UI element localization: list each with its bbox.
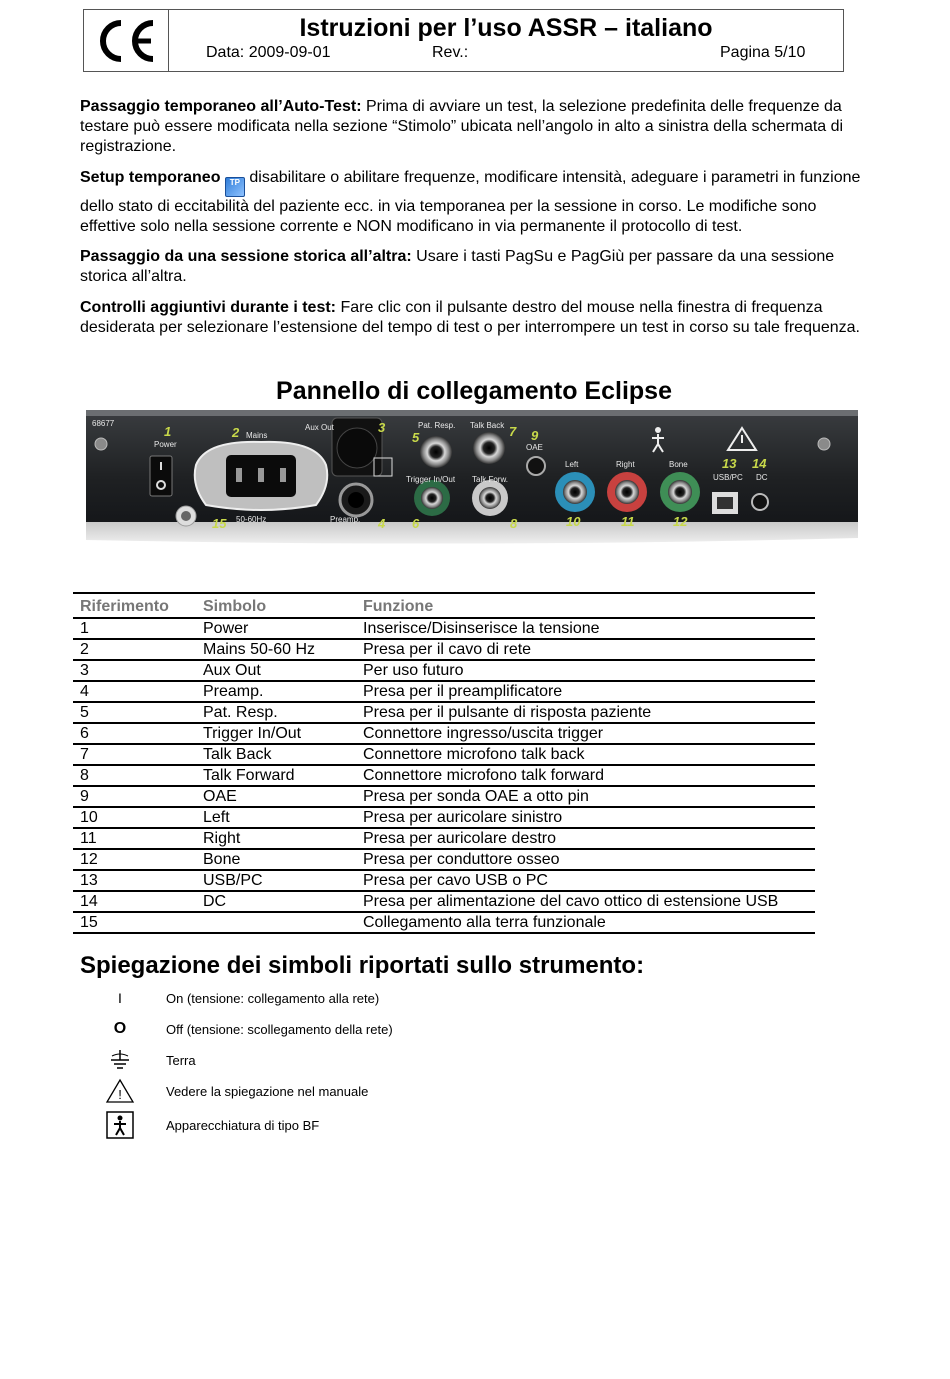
cell-symbol: Power xyxy=(196,618,356,639)
warning-triangle-icon xyxy=(100,1076,140,1106)
cell-symbol: OAE xyxy=(196,786,356,807)
cell-function: Presa per alimentazione del cavo ottico di estensione USB xyxy=(356,891,815,912)
table-row xyxy=(73,828,815,849)
cell-symbol: Preamp. xyxy=(196,681,356,702)
bf-type-icon xyxy=(100,1110,140,1140)
cell-function: Presa per il cavo di rete xyxy=(356,639,815,660)
cell-reference: 4 xyxy=(73,681,196,702)
table-row xyxy=(73,807,815,828)
ce-mark-box xyxy=(84,10,169,71)
cell-reference: 9 xyxy=(73,786,196,807)
cell-function: Presa per auricolare sinistro xyxy=(356,807,815,828)
paragraph-history xyxy=(80,247,870,287)
symbol-row-off xyxy=(100,1014,600,1044)
svg-text:!: ! xyxy=(118,1087,122,1102)
paragraph-text: disabilitare o abilitare frequenze, modificare intensità, adeguare i parametri in funzione dello stato di eccitabilità del paziente ecc. in via temporanea per la sessione in corso. Le modifiche sono effettive solo nella sessione corrente e NON modificano in via permanente il protocollo di test. xyxy=(80,169,861,235)
paragraph-text: Fare clic con il pulsante destro del mouse nella finestra di frequenza desiderata per selezionare l’estensione del tempo di test o per interrompere un test in corso su tale frequenza. xyxy=(80,299,860,336)
panel-number-12: 12 xyxy=(673,514,688,529)
symbol-description: Terra xyxy=(166,1053,196,1068)
symbol-row-on xyxy=(100,983,600,1013)
cell-symbol: Talk Back xyxy=(196,744,356,765)
panel-number-10: 10 xyxy=(566,514,581,529)
panel-number-4: 4 xyxy=(378,516,386,531)
table-row xyxy=(73,639,815,660)
cell-function: Inserisce/Disinserisce la tensione xyxy=(356,618,815,639)
cell-function: Presa per il pulsante di risposta paziente xyxy=(356,702,815,723)
cell-function: Presa per conduttore osseo xyxy=(356,849,815,870)
document-date: Data: 2009-09-01 xyxy=(206,44,331,61)
cell-symbol: Bone xyxy=(196,849,356,870)
on-symbol-icon: I xyxy=(118,990,122,1006)
panel-label-usb: USB/PC xyxy=(713,473,743,482)
panel-label-pat-resp: Pat. Resp. xyxy=(418,421,456,430)
panel-serial-label: 68677 xyxy=(92,419,115,428)
symbol-description: Off (tensione: scollegamento della rete) xyxy=(166,1022,393,1037)
cell-reference: 13 xyxy=(73,870,196,891)
cell-function: Presa per auricolare destro xyxy=(356,828,815,849)
panel-label-hz: 50-60Hz xyxy=(236,515,267,524)
cell-reference: 1 xyxy=(73,618,196,639)
table-row xyxy=(73,849,815,870)
panel-label-oae: OAE xyxy=(526,443,543,452)
table-row xyxy=(73,912,815,933)
table-row xyxy=(73,702,815,723)
symbol-description: Apparecchiatura di tipo BF xyxy=(166,1118,320,1133)
panel-label-power: Power xyxy=(154,440,177,449)
panel-label-preamp: Preamp. xyxy=(330,515,361,524)
cell-reference: 5 xyxy=(73,702,196,723)
cell-symbol: Right xyxy=(196,828,356,849)
paragraph-text: Usare i tasti PagSu e PagGiù per passare da una sessione storica all’altra. xyxy=(80,248,835,285)
panel-number-1: 1 xyxy=(164,424,172,439)
panel-number-14: 14 xyxy=(752,456,767,471)
cell-reference: 10 xyxy=(73,807,196,828)
cell-function: Presa per il preamplificatore xyxy=(356,681,815,702)
document-revision: Rev.: xyxy=(432,44,469,61)
cell-symbol: Pat. Resp. xyxy=(196,702,356,723)
table-row xyxy=(73,765,815,786)
cell-reference: 14 xyxy=(73,891,196,912)
ground-icon xyxy=(100,1045,140,1075)
connection-reference-table xyxy=(73,592,815,934)
cell-function: Connettore microfono talk forward xyxy=(356,765,815,786)
cell-symbol: Aux Out xyxy=(196,660,356,681)
cell-function: Presa per cavo USB o PC xyxy=(356,870,815,891)
cell-symbol: Left xyxy=(196,807,356,828)
panel-number-13: 13 xyxy=(722,456,737,471)
paragraph-auto-test xyxy=(80,97,870,157)
panel-number-7: 7 xyxy=(509,424,517,439)
cell-reference: 11 xyxy=(73,828,196,849)
cell-reference: 6 xyxy=(73,723,196,744)
cell-symbol: Talk Forward xyxy=(196,765,356,786)
cell-reference: 3 xyxy=(73,660,196,681)
cell-function: Per uso futuro xyxy=(356,660,815,681)
ce-mark-icon xyxy=(93,17,159,65)
connection-panel-illustration xyxy=(86,410,858,548)
table-row xyxy=(73,618,815,639)
panel-section-title: Pannello di collegamento Eclipse xyxy=(276,377,672,405)
table-row xyxy=(73,786,815,807)
cell-symbol xyxy=(196,912,356,933)
cell-reference: 2 xyxy=(73,639,196,660)
symbol-row-ground xyxy=(100,1045,600,1075)
cell-function: Presa per sonda OAE a otto pin xyxy=(356,786,815,807)
page-number: Pagina 5/10 xyxy=(720,44,806,61)
panel-label-talk-back: Talk Back xyxy=(470,421,505,430)
symbol-row-bf xyxy=(100,1110,600,1140)
panel-label-talk-forw: Talk Forw. xyxy=(472,475,509,484)
panel-label-right: Right xyxy=(616,460,635,469)
panel-label-trigger: Trigger In/Out xyxy=(406,475,456,484)
document-title: Istruzioni per l’uso ASSR – italiano xyxy=(299,14,713,42)
column-header-reference: Riferimento xyxy=(73,593,196,618)
panel-number-9: 9 xyxy=(531,428,539,443)
table-row xyxy=(73,660,815,681)
eclipse-connection-panel-image xyxy=(86,410,858,548)
off-symbol-icon: O xyxy=(113,1020,127,1037)
temporary-setup-icon: TP xyxy=(225,177,245,197)
column-header-symbol: Simbolo xyxy=(196,593,356,618)
panel-number-2: 2 xyxy=(232,425,240,440)
document-header xyxy=(83,9,844,72)
panel-number-5: 5 xyxy=(412,430,420,445)
symbols-section-title: Spiegazione dei simboli riportati sullo strumento: xyxy=(80,952,645,979)
symbol-description: On (tensione: collegamento alla rete) xyxy=(166,991,380,1006)
cell-reference: 8 xyxy=(73,765,196,786)
panel-number-11: 11 xyxy=(621,514,635,529)
cell-reference: 12 xyxy=(73,849,196,870)
paragraph-extra-controls xyxy=(80,298,870,338)
cell-symbol: Trigger In/Out xyxy=(196,723,356,744)
paragraph-heading: Setup temporaneo xyxy=(80,169,221,186)
cell-function: Connettore ingresso/uscita trigger xyxy=(356,723,815,744)
cell-symbol: Mains 50-60 Hz xyxy=(196,639,356,660)
cell-symbol: DC xyxy=(196,891,356,912)
panel-label-dc: DC xyxy=(756,473,768,482)
panel-label-mains: Mains xyxy=(246,431,268,440)
table-header-row xyxy=(73,593,815,618)
paragraph-heading: Controlli aggiuntivi durante i test: xyxy=(80,299,336,316)
symbol-description: Vedere la spiegazione nel manuale xyxy=(166,1084,369,1099)
table-row xyxy=(73,681,815,702)
cell-reference: 7 xyxy=(73,744,196,765)
cell-function: Connettore microfono talk back xyxy=(356,744,815,765)
panel-number-8: 8 xyxy=(510,516,518,531)
panel-number-15: 15 xyxy=(212,516,227,531)
column-header-function: Funzione xyxy=(356,593,815,618)
paragraph-text: Prima di avviare un test, la selezione predefinita delle frequenze da testare può essere modificata nella sezione “Stimolo” ubicata nell’angolo in alto a sinistra della schermata di registrazione. xyxy=(80,98,844,155)
table-row xyxy=(73,891,815,912)
paragraph-heading: Passaggio temporaneo all’Auto-Test: xyxy=(80,98,362,115)
panel-label-left: Left xyxy=(565,460,579,469)
panel-label-aux-out: Aux Out xyxy=(305,423,334,432)
cell-symbol: USB/PC xyxy=(196,870,356,891)
cell-function: Collegamento alla terra funzionale xyxy=(356,912,815,933)
panel-label-bone: Bone xyxy=(669,460,688,469)
cell-reference: 15 xyxy=(73,912,196,933)
table-row xyxy=(73,744,815,765)
panel-number-3: 3 xyxy=(378,420,386,435)
panel-number-6: 6 xyxy=(412,516,420,531)
symbol-row-warning xyxy=(100,1076,600,1106)
paragraph-heading: Passaggio da una sessione storica all’altra: xyxy=(80,248,412,265)
table-row xyxy=(73,870,815,891)
table-row xyxy=(73,723,815,744)
paragraph-setup xyxy=(80,168,870,237)
